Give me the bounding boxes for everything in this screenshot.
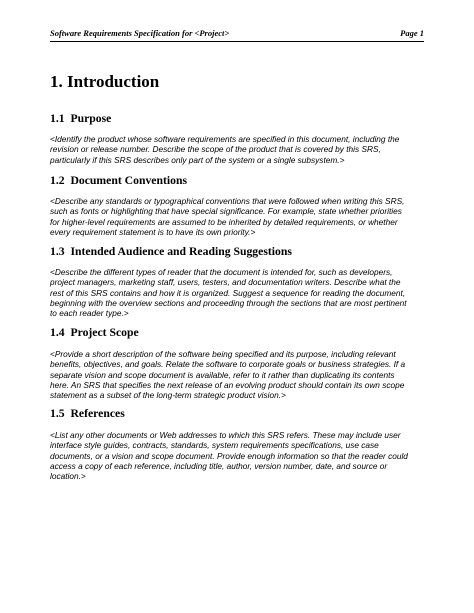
body-line: <List any other documents or Web addresses to which this SRS refers. These may include user xyxy=(50,430,401,440)
body-line: every requirement statement is to have its own priority.> xyxy=(50,226,256,237)
section-number: 1.3 xyxy=(50,245,65,258)
body-line: for higher-level requirements are assumed to be inherited by detailed requirements, or whether xyxy=(50,216,398,227)
header-title: Software Requirements Specification for <Project> xyxy=(50,28,230,38)
body-line: interface style guides, contracts, standards, system requirements specifications, use case xyxy=(50,440,379,451)
body-line: <Describe any standards or typographical conventions that were followed when writing this SRS, xyxy=(50,196,405,206)
section-title-purpose xyxy=(50,112,111,125)
body-line: here. An SRS that specifies the next release of an evolving product should contain its own scope xyxy=(50,379,405,390)
section-body-document-conventions xyxy=(50,196,428,237)
section-heading: References xyxy=(70,407,125,420)
section-title-references xyxy=(50,407,125,420)
body-line: separate vision and scope document is available, refer to it rather than duplicating its contents xyxy=(50,369,395,380)
page-header xyxy=(50,28,424,42)
body-line: rest of this SRS contains and how it is organized. Suggest a sequence for reading the document, xyxy=(50,287,406,298)
body-line: location.> xyxy=(50,471,86,482)
body-line: access a copy of each reference, including title, author, version number, date, and source or xyxy=(50,460,388,471)
body-line: <Identify the product whose software requirements are specified in this document, including the xyxy=(50,134,400,144)
section-title-intended-audience xyxy=(50,245,292,258)
body-line: <Provide a short description of the software being specified and its purpose, including relevant xyxy=(50,349,396,359)
body-line: documents, or a vision and scope document. Provide enough information so that the reader could xyxy=(50,450,408,461)
section-number: 1.1 xyxy=(50,112,65,125)
section-title-document-conventions xyxy=(50,174,187,187)
section-body-project-scope xyxy=(50,349,428,400)
section-number: 1.5 xyxy=(50,407,65,420)
section-heading: Purpose xyxy=(70,112,112,125)
section-number: 1.2 xyxy=(50,174,65,187)
section-body-purpose xyxy=(50,134,428,165)
chapter-title: 1. Introduction xyxy=(50,72,160,91)
body-line: to each reader type.> xyxy=(50,308,129,319)
section-title-project-scope xyxy=(50,326,139,339)
body-line: project managers, marketing staff, users, testers, and documentation writers. Describe what the xyxy=(50,277,401,288)
section-number: 1.4 xyxy=(50,326,65,339)
body-line: revision or release number. Describe the scope of the product that is covered by this SRS, xyxy=(50,144,381,155)
body-line: such as fonts or highlighting that have special significance. For example, state whether priorities xyxy=(50,206,402,217)
page-number: Page 1 xyxy=(400,28,424,38)
body-line: particularly if this SRS describes only part of the system or a single subsystem.> xyxy=(50,154,345,165)
body-line: benefits, objectives, and goals. Relate the software to corporate goals or business strategies. If a xyxy=(50,359,406,370)
section-body-references xyxy=(50,430,428,481)
section-heading: Document Conventions xyxy=(70,174,188,187)
body-line: statement as a subset of the long-term strategic product vision.> xyxy=(50,390,286,401)
section-heading: Intended Audience and Reading Suggestions xyxy=(70,245,292,258)
body-line: beginning with the overview sections and proceeding through the sections that are most pertinent xyxy=(50,297,407,308)
body-line: <Describe the different types of reader that the document is intended for, such as developers, xyxy=(50,267,393,277)
section-heading: Project Scope xyxy=(70,326,139,339)
section-body-intended-audience xyxy=(50,267,428,318)
